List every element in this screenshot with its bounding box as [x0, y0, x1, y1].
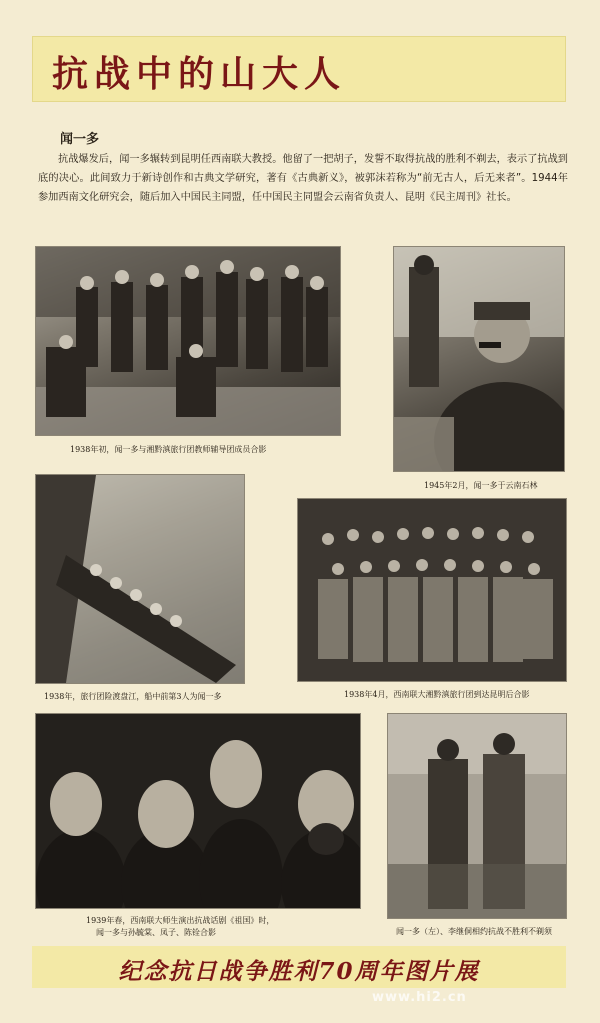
photo-group-teachers — [36, 247, 340, 435]
photo-caption-line1: 1939年春，西南联大师生演出抗战话剧《祖国》时， — [86, 916, 275, 925]
title-banner — [32, 36, 566, 102]
photo-caption: 1945年2月，闻一多于云南石林 — [424, 481, 538, 490]
footer-banner — [32, 946, 566, 988]
intro-paragraph: 抗战爆发后，闻一多辗转到昆明任西南联大教授。他留了一把胡子，发誓不取得抗战的胜利不剃去，表示了抗战到底的决心。此间致力于新诗创作和古典文学研究，著有《古典新义》，被郭沫若称为“前无古人，后无来者”。1944年参加西南文化研究会，随后加入中国民主同盟，任中国民主同盟会云南省负责人、昆明《民主周刊》社长。 — [38, 154, 568, 203]
photo-beards-vow — [388, 714, 566, 918]
footer-title: 纪念抗日战争胜利70周年图片展 — [118, 958, 480, 985]
photo-caption: 闻一多（左）、李继侗相约抗战不胜利不剃须 — [396, 927, 552, 936]
photo-stone-forest — [394, 247, 564, 471]
photo-caption: 1938年4月，西南联大湘黔滇旅行团到达昆明后合影 — [344, 690, 530, 699]
photo-caption: 1938年，旅行团险渡盘江，船中前第3人为闻一多 — [44, 692, 222, 701]
page-title: 抗战中的山大人 — [52, 54, 347, 95]
photo-river-crossing — [36, 475, 244, 683]
watermark: www.hi2.cn — [372, 990, 467, 1005]
section-heading: 闻一多 — [60, 132, 100, 147]
photo-caption: 1938年初，闻一多与湘黔滇旅行团教师辅导团成员合影 — [70, 445, 267, 454]
photo-drama-cast — [36, 714, 360, 908]
photo-arrival-kunming — [298, 499, 566, 681]
photo-caption-line2: 闻一多与孙毓棠、凤子、陈铨合影 — [96, 928, 216, 937]
